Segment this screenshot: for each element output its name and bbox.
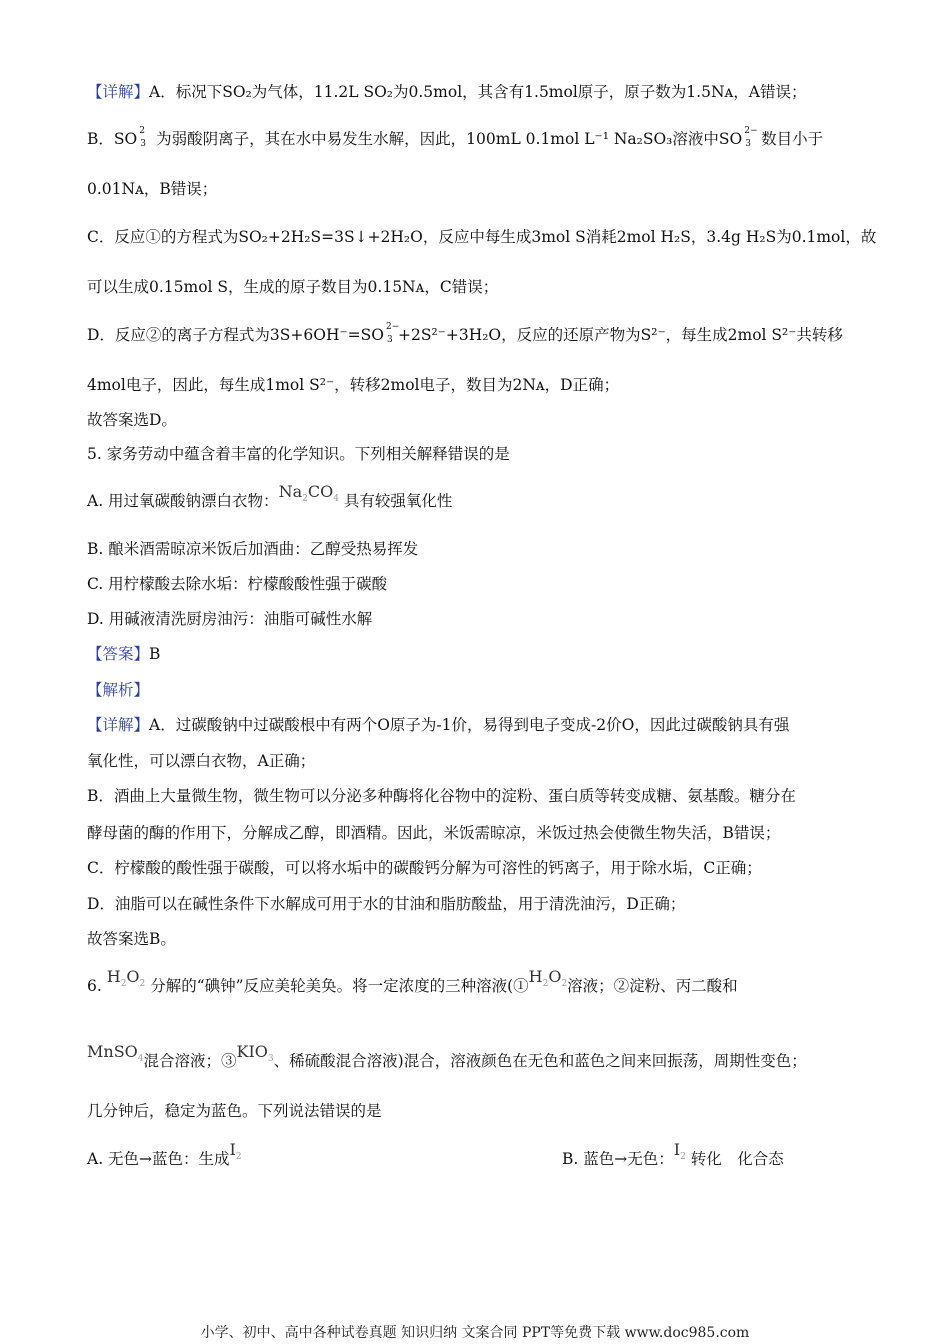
answer-line: 【答案】B xyxy=(87,645,161,663)
formula-i2: $I_2$ xyxy=(673,1140,686,1163)
q5-option-c: C. 用柠檬酸去除水垢：柠檬酸酸性强于碳酸 xyxy=(87,575,388,593)
q5-option-d: D. 用碱液清洗厨房油污：油脂可碱性水解 xyxy=(87,610,373,628)
formula-mnso4: MnSO$_4$ xyxy=(87,1042,144,1065)
detail-line-5: 可以生成0.15mol S，生成的原子数目为0.15Nᴀ，C错误； xyxy=(87,278,499,296)
analysis-line-5: C．柠檬酸的酸性强于碳酸，可以将水垢中的碳酸钙分解为可溶性的钙离子，用于除水垢，C正确； xyxy=(87,859,762,877)
detail-tag: 【详解】 xyxy=(87,83,150,101)
analysis-conclusion: 故答案选B。 xyxy=(87,930,176,948)
detail-line-1: 【详解】A．标况下SO₂为气体，11.2L SO₂为0.5mol，其含有1.5mol原子，原子数为1.5Nᴀ，A错误； xyxy=(87,83,807,101)
detail-line-3: 0.01Nᴀ，B错误； xyxy=(87,180,218,198)
analysis-heading: 【解析】 xyxy=(87,681,150,699)
sulfite-charge: 2 3 xyxy=(139,126,146,149)
analysis-line-1: 【详解】A．过碳酸钠中过碳酸根中有两个O原子为-1价，易得到电子变成-2价O，因此过碳酸钠具有强 xyxy=(87,716,790,734)
detail-line-7: 4mol电子，因此，每生成1mol S²⁻，转移2mol电子，数目为2Nᴀ，D正确； xyxy=(87,376,620,394)
question-6-line-1: 6. $H_2O_2$ 分解的“碘钟”反应美轮美奂。将一定浓度的三种溶液($①H_2O_2$溶液；②淀粉、丙二酸和 xyxy=(87,967,738,995)
q6-option-a: A. 无色→蓝色：生成$I_2$ xyxy=(87,1140,242,1168)
formula-h2o2: $H_2O_2$ xyxy=(528,967,568,990)
detail-conclusion: 故答案选D。 xyxy=(87,411,177,429)
formula-h2o2: $H_2O_2$ xyxy=(106,967,146,990)
detail-line-6: D．反应②的离子方程式为3S+6OH⁻=SO 2− 3 +2S²⁻+3H₂O，反应的还原产物为S²⁻，每生成2mol S²⁻共转移 xyxy=(87,322,843,345)
analysis-line-2: 氧化性，可以漂白衣物，A正确； xyxy=(87,752,316,770)
analysis-line-6: D．油脂可以在碱性条件下水解成可用于水的甘油和脂肪酸盐，用于清洗油污，D正确； xyxy=(87,895,686,913)
question-6-line-3: 几分钟后，稳定为蓝色。下列说法错误的是 xyxy=(87,1102,382,1120)
analysis-line-3: B．酒曲上大量微生物，微生物可以分泌多种酶将化谷物中的淀粉、蛋白质等转变成糖、氨基酸。糖分在 xyxy=(87,787,796,805)
sulfite-charge: 2− 3 xyxy=(744,126,758,149)
question-5: 5. 家务劳动中蕴含着丰富的化学知识。下列相关解释错误的是 xyxy=(87,445,510,463)
page-footer: 小学、初中、高中各种试卷真题 知识归纳 文案合同 PPT等免费下载 www.doc985.com xyxy=(200,1325,750,1341)
q6-option-b: B. 蓝色→无色：$I_2$ 转化 化合态 xyxy=(562,1140,784,1168)
formula-kio3: $KIO_3$ xyxy=(236,1042,274,1065)
detail-line-2: B．SO 2 3 为弱酸阴离子，其在水中易发生水解，因此，100mL 0.1mol L⁻¹ Na₂SO₃溶液中SO 2− 3 数目小于 xyxy=(87,126,824,149)
analysis-line-4: 酵母菌的酶的作用下，分解成乙醇，即酒精。因此，米饭需晾凉，米饭过热会使微生物失活，B错误； xyxy=(87,824,781,842)
sulfite-charge: 2− 3 xyxy=(385,322,400,345)
question-6-line-2: MnSO$_4$混合溶液；$③KIO_3$、稀硫酸混合溶液)混合，溶液颜色在无色和蓝色之间来回振荡，周期性变色； xyxy=(87,1042,807,1070)
detail-line-4: C．反应①的方程式为SO₂+2H₂S=3S↓+2H₂O，反应中每生成3mol S消耗2mol H₂S，3.4g H₂S为0.1mol，故 xyxy=(87,228,877,246)
question-6-options xyxy=(87,1140,864,1170)
q5-option-a: A. 用过氧碳酸钠漂白衣物：$Na_2CO_4$ 具有较强氧化性 xyxy=(87,482,453,510)
formula-na2co4: $Na_2CO_4$ xyxy=(278,482,339,505)
q5-option-b: B. 酿米酒需晾凉米饭后加酒曲：乙醇受热易挥发 xyxy=(87,540,419,558)
formula-i2: $I_2$ xyxy=(229,1140,242,1163)
